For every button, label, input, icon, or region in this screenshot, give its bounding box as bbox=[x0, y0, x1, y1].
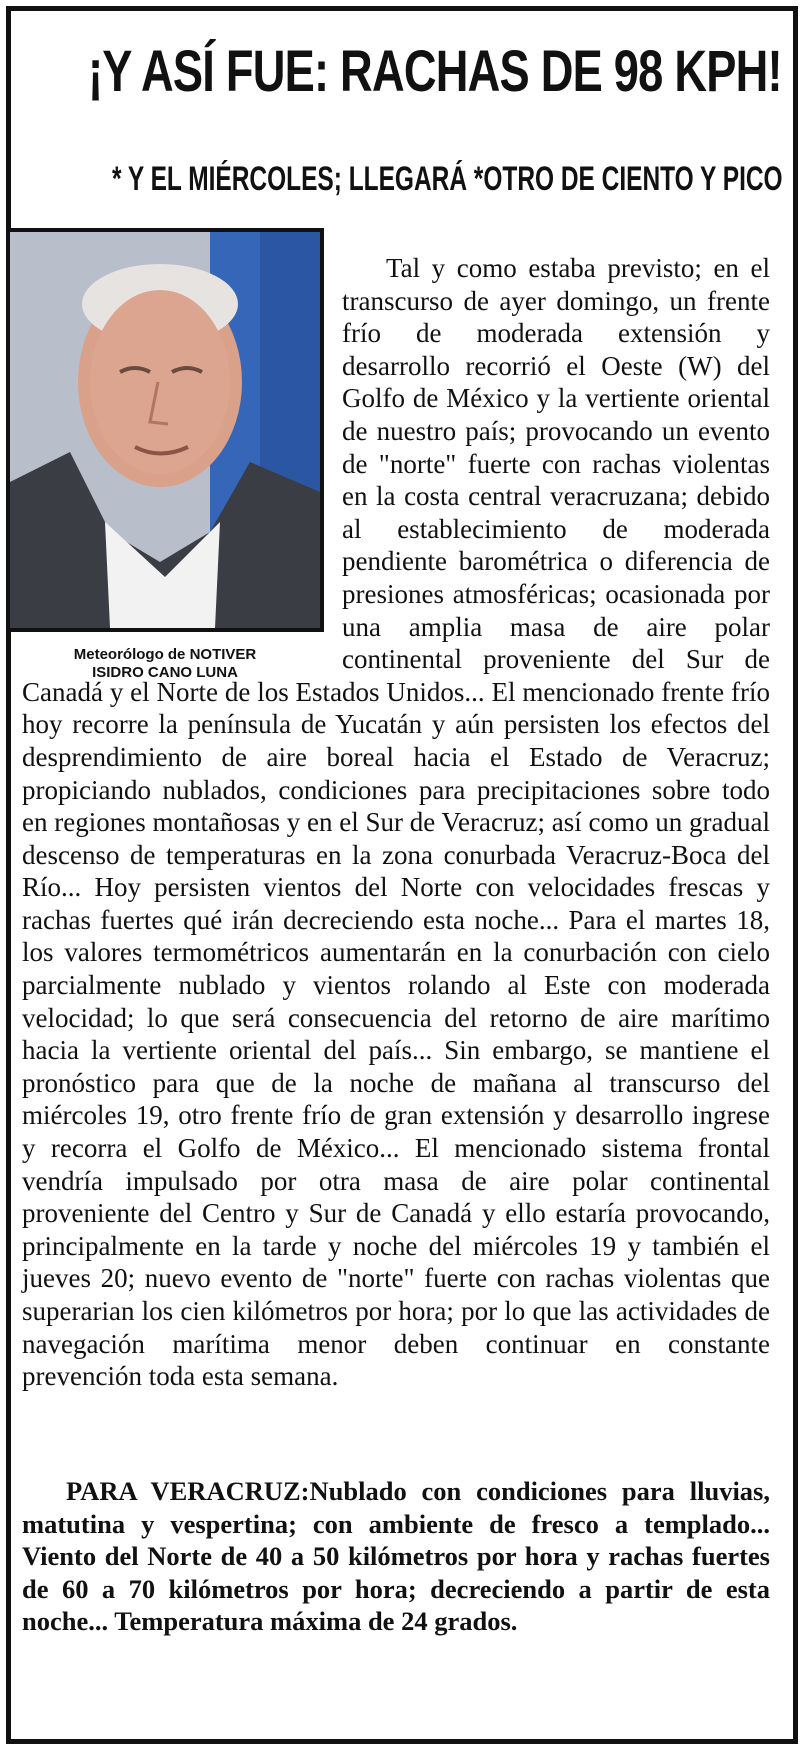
article-body: Tal y como estaba previsto; en el transcurso de ayer domingo, un frente frío de moderada extensión y desarrollo recorrió el Oeste (W) del Golfo de México y la vertiente oriental de nuestro país; provocando un evento de "norte" fuerte con rachas violentas en la costa central veracruzana; debido al establecimiento de moderada pendiente barométrica o diferencia de presiones atmosféricas; ocasionada por una amplia masa de aire polar continental proveniente del Sur de Canadá y el Norte de los Estados Unidos... El mencionado frente frío hoy recorre la península de Yucatán y aún persisten los efectos del desprendimiento de aire boreal hacia el Estado de Veracruz; propiciando nublados, condiciones para precipitaciones sobre todo en regiones montañosas y en el Sur de Veracruz; así como un gradual descenso de temperaturas en la zona conurbada Veracruz-Boca del Río... Hoy persisten vientos del Norte con velocidades frescas y rachas fuertes qué irán decreciendo esta noche... Para el martes 18, los valores termométricos aumentarán en la conurbación con cielo parcialmente nublado y vientos rolando al Este con moderada velocidad; lo que será consecuencia del retorno de aire marítimo hacia la vertiente oriental del país... Sin embargo, se mantiene el pronóstico para que de la noche de mañana al transcurso del miércoles 19, otro frente frío de gran extensión y desarrollo ingrese y recorra el Golfo de México... El mencionado sistema frontal vendría impulsado por otra masa de aire polar continental proveniente del Centro y Sur de Canadá y ello estaría provocando, principalmente en la tarde y noche del miércoles 19 y también el jueves 20; nuevo evento de "norte" fuerte con rachas violentas que superarian los cien kilómetros por hora; por lo que las actividades de navegación marítima menor deben continuar en constante prevención toda esta semana. bbox=[22, 253, 770, 1392]
forecast-container bbox=[22, 1475, 770, 1638]
article-body-container bbox=[22, 252, 770, 1393]
subheadline: * Y EL MIÉRCOLES; LLEGARÁ *OTRO DE CIENTO Y PICO bbox=[112, 160, 783, 198]
caption-name: ISIDRO CANO LUNA bbox=[92, 664, 238, 681]
forecast-text: PARA VERACRUZ:Nublado con condiciones para lluvias, matutina y vespertina; con ambiente de fresco a templado... Viento del Norte de 40 a 50 kilómetros por hora y rachas fuertes de 60 a 70 kilómetros por hora; decreciendo a partir de esta noche... Temperatura máxima de 24 grados. bbox=[22, 1476, 770, 1636]
caption-title: Meteorólogo de NOTIVER bbox=[73, 646, 257, 663]
headline: ¡Y ASÍ FUE: RACHAS DE 98 KPH! bbox=[88, 39, 782, 104]
